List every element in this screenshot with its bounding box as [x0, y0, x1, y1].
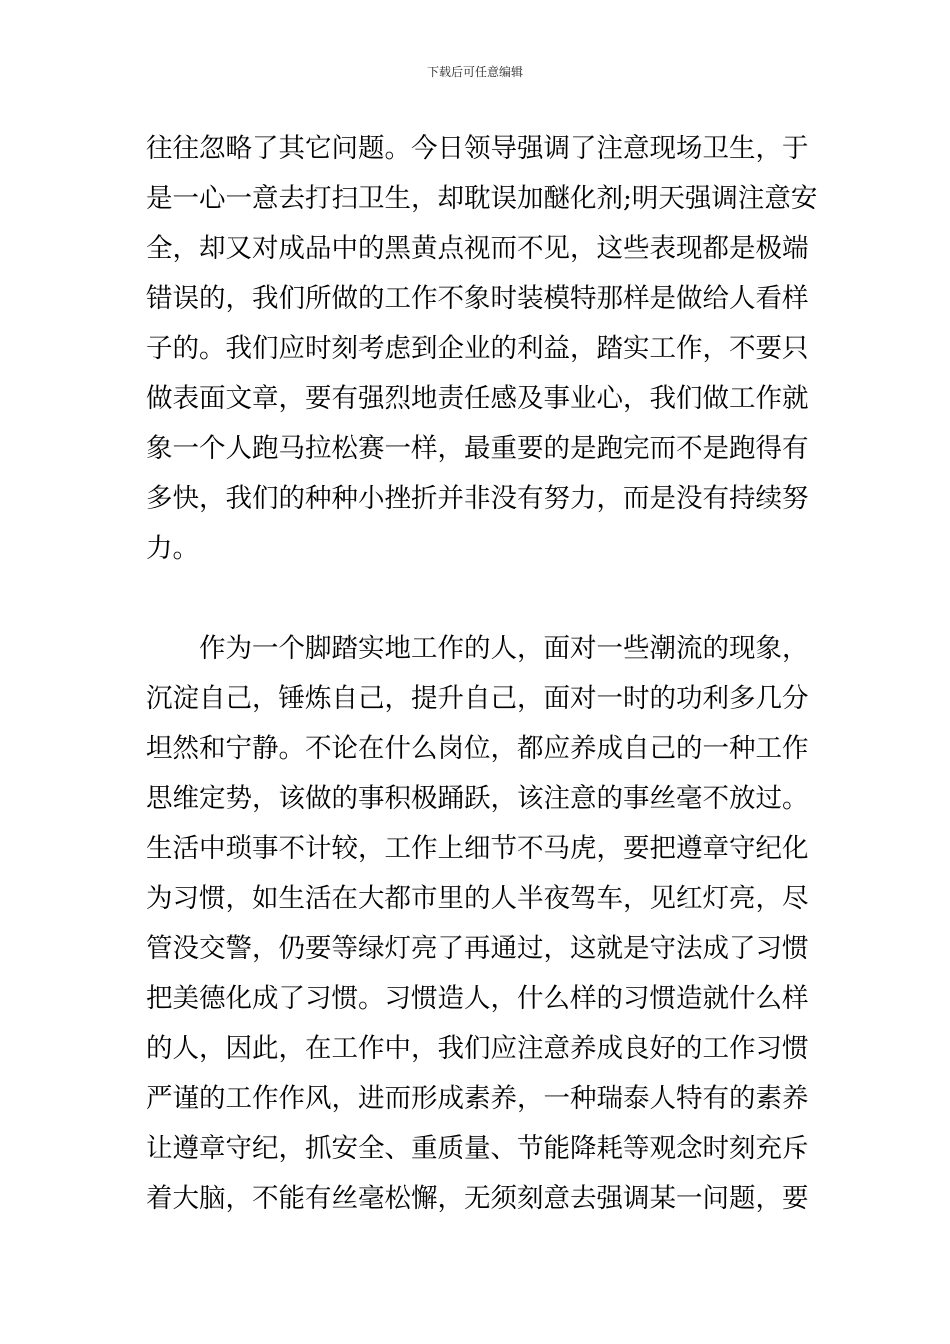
text-line: 做表面文章，要有强烈地责任感及事业心，我们做工作就 [146, 383, 809, 414]
page-header: 下载后可任意编辑 [426, 65, 523, 79]
text-line: 象一个人跑马拉松赛一样，最重要的是跑完而不是跑得有 [146, 433, 809, 464]
document-body [146, 124, 818, 1224]
text-line-indented: 作为一个脚踏实地工作的人，面对一些潮流的现象， [199, 633, 809, 664]
text-line: 是一心一意去打扫卫生，却耽误加醚化剂;明天强调注意安 [146, 183, 818, 214]
text-line: 严谨的工作作风，进而形成素养，一种瑞泰人特有的素养 [146, 1083, 809, 1114]
text-line: 管没交警，仍要等绿灯亮了再通过，这就是守法成了习惯 [146, 933, 809, 964]
text-line: 思维定势，该做的事积极踊跃，该注意的事丝毫不放过。 [146, 783, 809, 814]
paragraph-1 [146, 124, 818, 574]
text-line: 错误的，我们所做的工作不象时装模特那样是做给人看样 [146, 283, 809, 314]
text-line: 全，却又对成品中的黑黄点视而不见，这些表现都是极端 [146, 233, 809, 264]
text-line: 让遵章守纪，抓安全、重质量、节能降耗等观念时刻充斥 [146, 1133, 809, 1164]
text-line: 把美德化成了习惯。习惯造人，什么样的习惯造就什么样 [146, 983, 809, 1014]
text-line: 生活中琐事不计较，工作上细节不马虎，要把遵章守纪化 [146, 833, 809, 864]
paragraph-gap [146, 574, 810, 624]
text-line: 的人，因此，在工作中，我们应注意养成良好的工作习惯 [146, 1033, 809, 1064]
text-line: 往往忽略了其它问题。今日领导强调了注意现场卫生，于 [146, 133, 809, 164]
text-line: 坦然和宁静。不论在什么岗位，都应养成自己的一种工作 [146, 733, 809, 764]
paragraph-2 [146, 624, 810, 1224]
text-line: 力。 [146, 533, 199, 564]
text-line: 子的。我们应时刻考虑到企业的利益，踏实工作，不要只 [146, 333, 809, 364]
text-line: 沉淀自己，锤炼自己，提升自己，面对一时的功利多几分 [146, 683, 809, 714]
text-line: 多快，我们的种种小挫折并非没有努力，而是没有持续努 [146, 483, 809, 514]
text-line: 为习惯，如生活在大都市里的人半夜驾车，见红灯亮，尽 [146, 883, 809, 914]
text-line: 着大脑，不能有丝毫松懈，无须刻意去强调某一问题，要 [146, 1183, 809, 1214]
